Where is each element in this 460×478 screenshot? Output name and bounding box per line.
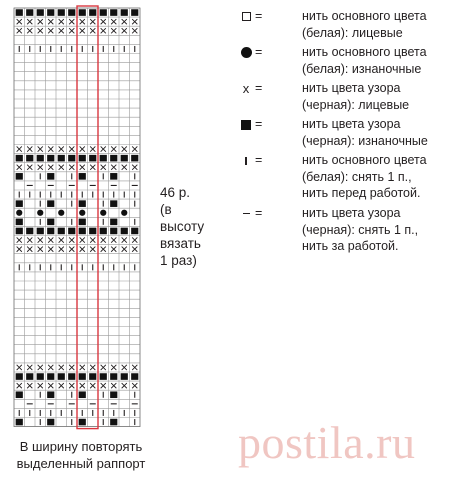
filled-circle-stitch bbox=[79, 210, 85, 216]
filled-square-stitch bbox=[110, 9, 117, 16]
filled-square-stitch bbox=[100, 373, 107, 380]
filled-square-stitch bbox=[47, 373, 54, 380]
repeat-caption bbox=[0, 438, 162, 472]
row-count-line: 1 раз) bbox=[160, 253, 197, 268]
filled-square-stitch bbox=[121, 155, 128, 162]
filled-square-stitch bbox=[16, 9, 23, 16]
legend-equals: = bbox=[255, 9, 263, 23]
row-count-line: 46 р. bbox=[160, 185, 191, 200]
filled-square-stitch bbox=[16, 155, 23, 162]
filled-square-stitch bbox=[68, 373, 75, 380]
filled-circle-stitch bbox=[16, 210, 22, 216]
legend-equals: = bbox=[255, 45, 263, 59]
legend-item-knit-black bbox=[230, 80, 455, 115]
filled-square-stitch bbox=[110, 173, 117, 180]
filled-square-stitch bbox=[26, 373, 33, 380]
legend-line: (черная): снять 1 п., bbox=[302, 222, 419, 237]
filled-square-stitch bbox=[89, 155, 96, 162]
filled-square-stitch bbox=[110, 419, 117, 426]
legend-equals: = bbox=[255, 81, 263, 95]
legend-line: нить основного цвета bbox=[302, 45, 427, 59]
legend-line: нить цвета узора bbox=[302, 206, 401, 220]
row-count-line: высоту bbox=[160, 219, 205, 234]
filled-square-stitch bbox=[37, 9, 44, 16]
filled-circle-stitch bbox=[37, 210, 43, 216]
legend-line: нить основного цвета bbox=[302, 153, 427, 167]
row-count-note bbox=[160, 184, 204, 269]
filled-square-stitch bbox=[79, 9, 86, 16]
filled-square-stitch bbox=[26, 228, 33, 235]
legend-line: нить основного цвета bbox=[302, 9, 427, 23]
filled-square-stitch bbox=[121, 9, 128, 16]
filled-square-stitch bbox=[79, 155, 86, 162]
filled-square-stitch bbox=[79, 228, 86, 235]
legend-line: (белая): лицевые bbox=[302, 25, 403, 40]
filled-square-stitch bbox=[58, 155, 65, 162]
filled-circle-stitch bbox=[100, 210, 106, 216]
x-icon: x bbox=[242, 81, 250, 96]
filled-square-stitch bbox=[121, 373, 128, 380]
legend-equals: = bbox=[255, 153, 263, 167]
filled-square-stitch bbox=[79, 219, 86, 226]
dash-icon bbox=[235, 205, 257, 222]
filled-square-stitch bbox=[89, 228, 96, 235]
open-square-icon bbox=[235, 8, 257, 25]
legend-item-purl-white bbox=[230, 44, 455, 79]
legend-equals: = bbox=[255, 117, 263, 131]
legend-description bbox=[302, 80, 455, 113]
legend-line: нить цвета узора bbox=[302, 117, 401, 131]
legend-description bbox=[302, 152, 455, 202]
filled-square-stitch bbox=[131, 155, 138, 162]
filled-square-stitch bbox=[79, 419, 86, 426]
filled-square-stitch bbox=[47, 228, 54, 235]
caption-line: выделенный раппорт bbox=[16, 456, 146, 471]
filled-square-stitch bbox=[58, 9, 65, 16]
knitting-chart bbox=[0, 0, 160, 440]
filled-square-stitch bbox=[16, 373, 23, 380]
legend-description bbox=[302, 44, 455, 77]
filled-square-stitch bbox=[68, 228, 75, 235]
filled-square-stitch bbox=[79, 200, 86, 207]
legend-description bbox=[302, 116, 455, 149]
filled-square-stitch bbox=[100, 9, 107, 16]
filled-square-stitch bbox=[47, 391, 54, 398]
legend-description bbox=[302, 205, 455, 255]
watermark-logo: postila.ru bbox=[238, 417, 416, 468]
caption-line: В ширину повторять bbox=[19, 439, 143, 454]
legend-description bbox=[302, 8, 455, 41]
filled-square-stitch bbox=[79, 373, 86, 380]
filled-square-stitch bbox=[58, 373, 65, 380]
filled-square-stitch bbox=[68, 155, 75, 162]
filled-square-stitch bbox=[110, 155, 117, 162]
filled-square-stitch bbox=[79, 391, 86, 398]
legend-line: (черная): лицевые bbox=[302, 97, 410, 112]
filled-square-stitch bbox=[37, 228, 44, 235]
filled-square-stitch bbox=[131, 373, 138, 380]
filled-square-stitch bbox=[131, 9, 138, 16]
filled-square-stitch bbox=[58, 228, 65, 235]
filled-circle-icon bbox=[235, 44, 257, 61]
legend-equals: = bbox=[255, 206, 263, 220]
legend-line: нить за работой. bbox=[302, 239, 399, 253]
filled-square-stitch bbox=[47, 9, 54, 16]
filled-square-stitch bbox=[47, 200, 54, 207]
filled-square-stitch bbox=[47, 419, 54, 426]
filled-square-stitch bbox=[79, 173, 86, 180]
filled-square-stitch bbox=[110, 391, 117, 398]
filled-square-stitch bbox=[16, 173, 23, 180]
filled-circle-stitch bbox=[121, 210, 127, 216]
filled-square-stitch bbox=[121, 228, 128, 235]
filled-square-stitch bbox=[131, 228, 138, 235]
legend-item-slip-white bbox=[230, 152, 455, 204]
filled-square-stitch bbox=[47, 219, 54, 226]
filled-square-stitch bbox=[100, 155, 107, 162]
vertical-bar-icon bbox=[235, 152, 257, 169]
filled-square-stitch bbox=[68, 9, 75, 16]
filled-circle-stitch bbox=[58, 210, 64, 216]
filled-square-stitch bbox=[110, 200, 117, 207]
filled-square-stitch bbox=[100, 228, 107, 235]
legend-line: нить перед работой. bbox=[302, 186, 421, 200]
legend-item-purl-black bbox=[230, 116, 455, 151]
row-count-line: вязать bbox=[160, 236, 201, 251]
row-count-line: (в bbox=[160, 202, 172, 217]
filled-square-stitch bbox=[16, 228, 23, 235]
legend-item-knit-white bbox=[230, 8, 455, 43]
legend-line: нить цвета узора bbox=[302, 81, 401, 95]
legend-line: (белая): изнаночные bbox=[302, 61, 422, 76]
filled-square-stitch bbox=[89, 373, 96, 380]
filled-square-stitch bbox=[47, 173, 54, 180]
filled-square-stitch bbox=[110, 219, 117, 226]
filled-square-stitch bbox=[16, 419, 23, 426]
legend-line: (черная): изнаночные bbox=[302, 133, 428, 148]
legend-line: (белая): снять 1 п., bbox=[302, 169, 412, 184]
filled-square-stitch bbox=[16, 391, 23, 398]
filled-square-stitch bbox=[16, 200, 23, 207]
filled-square-stitch bbox=[26, 155, 33, 162]
filled-square-stitch bbox=[37, 373, 44, 380]
filled-square-stitch bbox=[110, 373, 117, 380]
filled-square-stitch bbox=[47, 155, 54, 162]
filled-square-stitch bbox=[89, 9, 96, 16]
filled-square-stitch bbox=[110, 228, 117, 235]
filled-square-stitch bbox=[16, 219, 23, 226]
filled-square-icon bbox=[235, 116, 257, 133]
filled-square-stitch bbox=[26, 9, 33, 16]
filled-square-stitch bbox=[37, 155, 44, 162]
legend-item-slip-black bbox=[230, 205, 455, 257]
legend bbox=[230, 8, 455, 258]
